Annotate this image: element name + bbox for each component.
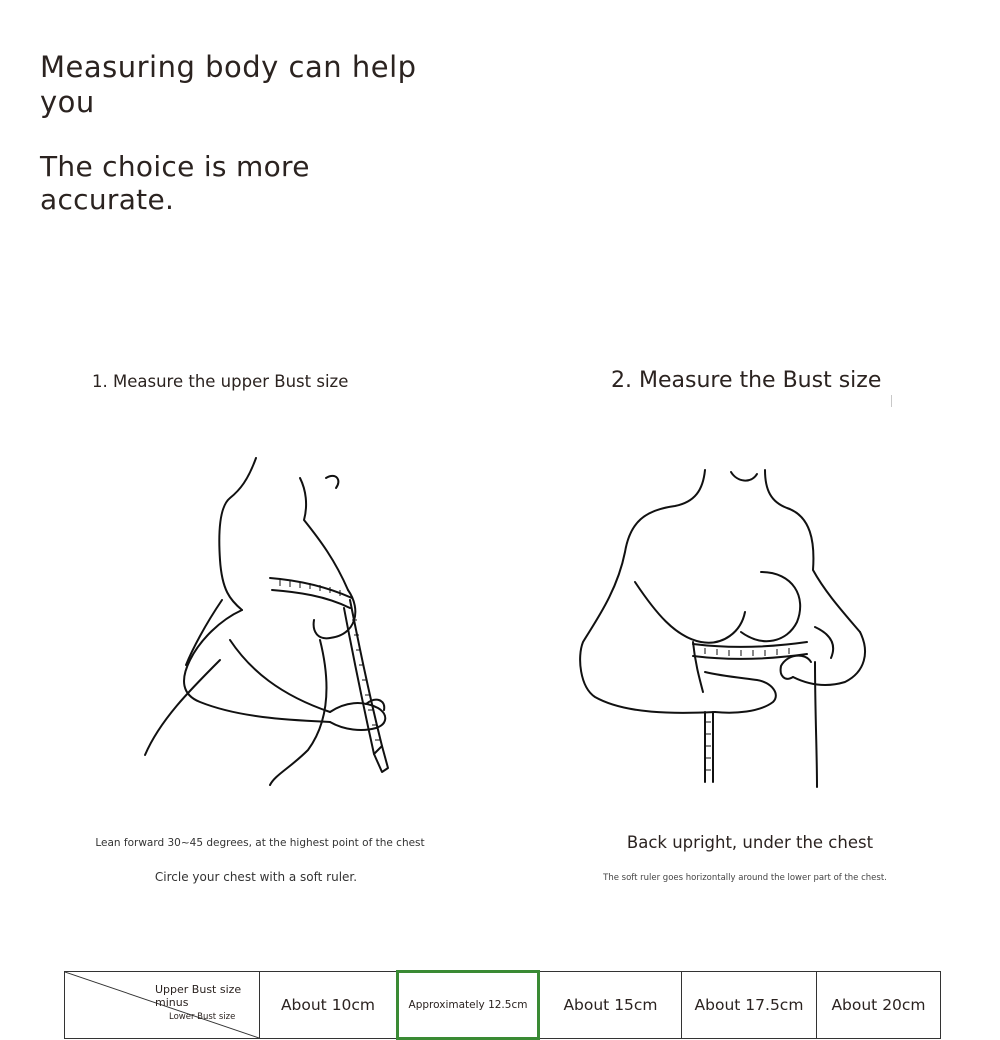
size-cell-15cm: About 15cm [539, 972, 682, 1039]
table-header-cell [65, 972, 260, 1039]
step-1-title: 1. Measure the upper Bust size [92, 372, 349, 391]
size-cell-10cm: About 10cm [260, 972, 398, 1039]
step-1-caption-line2: Circle your chest with a soft ruler. [154, 870, 358, 884]
step-1-caption-line1: Lean forward 30~45 degrees, at the highest point of the chest [95, 837, 425, 849]
step-2-caption-line1: Back upright, under the chest [626, 833, 874, 852]
divider-tick [891, 395, 892, 407]
size-cell-17-5cm: About 17.5cm [682, 972, 817, 1039]
header-lower-bust-label: Lower Bust size [169, 1012, 236, 1022]
step-2-caption-line2: The soft ruler goes horizontally around the lower part of the chest. [603, 873, 887, 883]
subhead: The choice is more accurate. [40, 150, 310, 216]
woman-leaning-tape-measure-icon [130, 450, 420, 795]
size-cell-12-5cm: Approximately 12.5cm [398, 972, 539, 1039]
header-upper-bust-label: Upper Bust size minus [155, 983, 242, 1009]
size-cell-20cm: About 20cm [817, 972, 941, 1039]
step-2-title: 2. Measure the Bust size [611, 368, 882, 393]
size-table [64, 970, 941, 1040]
table-row [65, 972, 941, 1039]
headline: Measuring body can help you [40, 50, 417, 119]
woman-upright-tape-measure-icon [575, 462, 875, 792]
